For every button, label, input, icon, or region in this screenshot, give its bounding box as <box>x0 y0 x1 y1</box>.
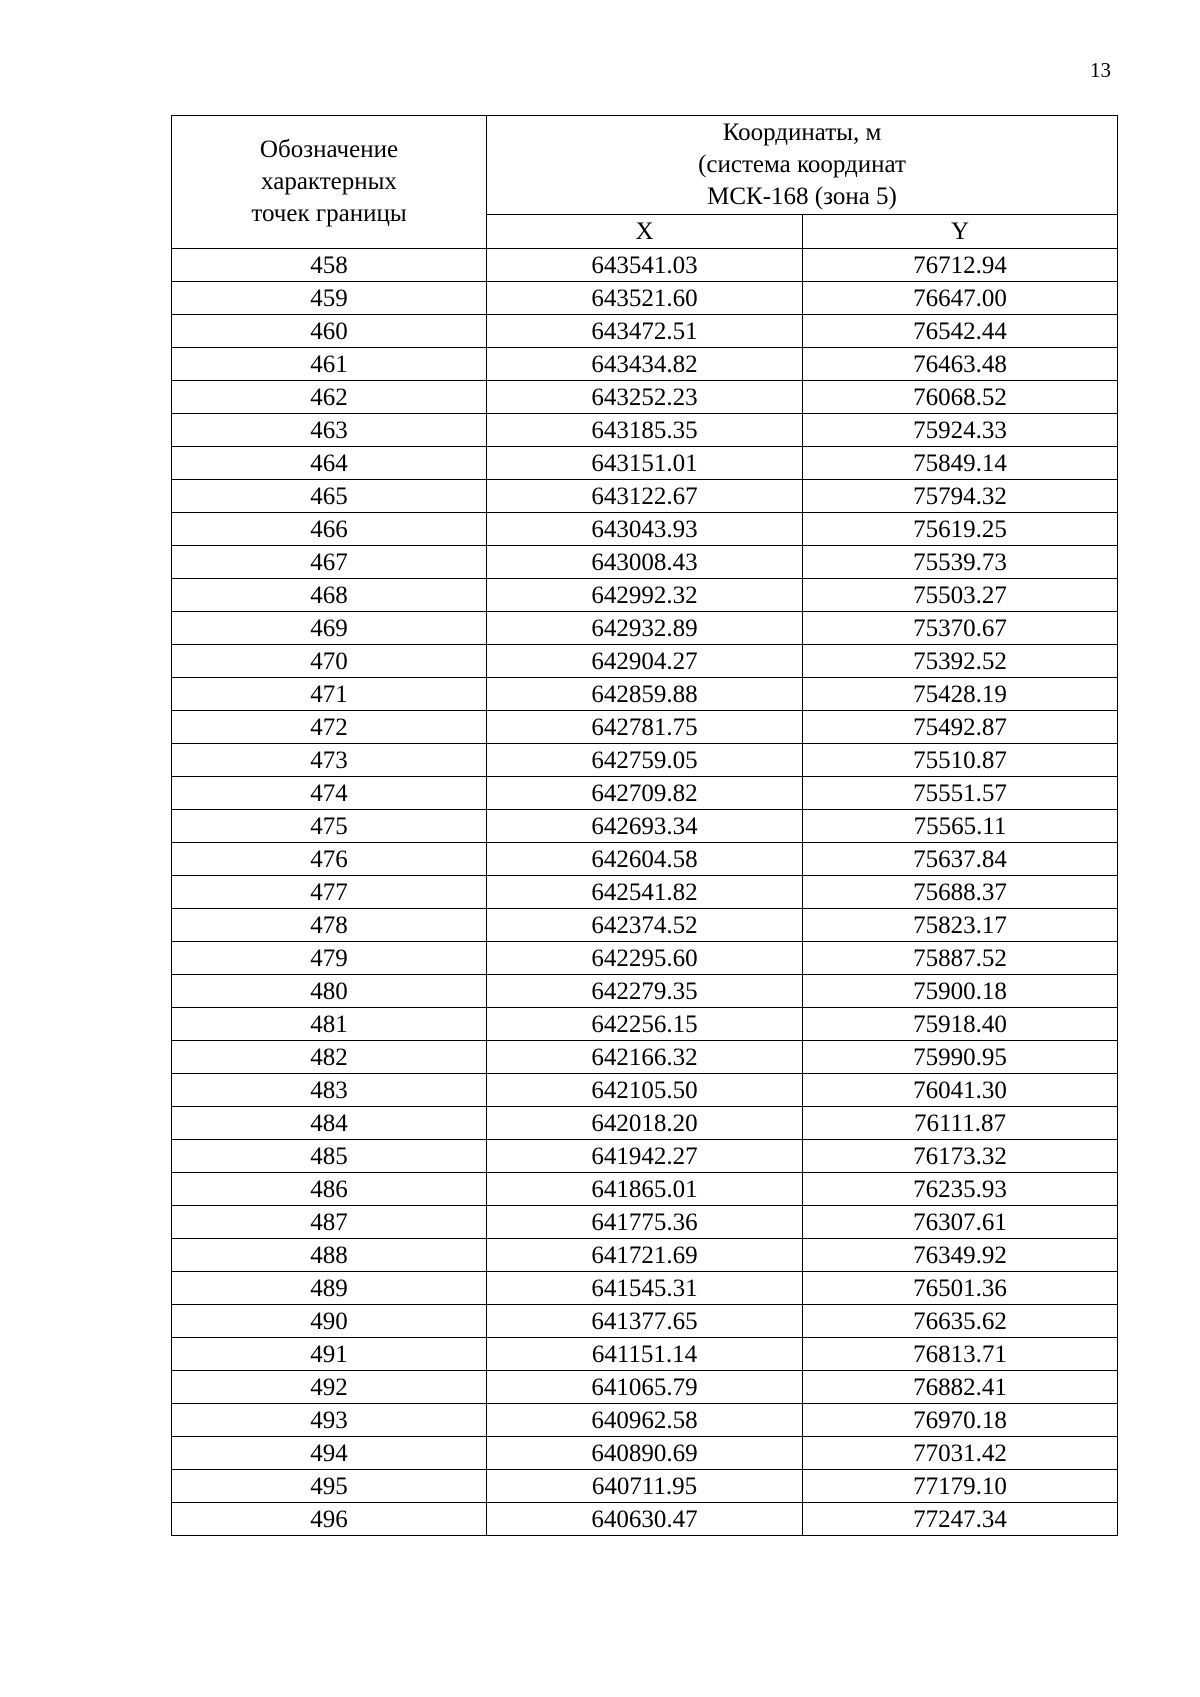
table-row <box>172 942 1118 975</box>
y-coordinate-cell: 75510.87 <box>803 744 1118 777</box>
y-coordinate-cell: 75539.73 <box>803 546 1118 579</box>
point-number-cell: 479 <box>172 942 487 975</box>
table-row <box>172 678 1118 711</box>
header-point-designation <box>172 116 487 249</box>
point-number-cell: 486 <box>172 1173 487 1206</box>
table-row <box>172 381 1118 414</box>
point-number-cell: 467 <box>172 546 487 579</box>
table-row <box>172 315 1118 348</box>
y-coordinate-cell: 75849.14 <box>803 447 1118 480</box>
x-coordinate-cell: 640962.58 <box>487 1404 803 1437</box>
table-row <box>172 876 1118 909</box>
header-coords-line: (система координат <box>698 151 906 178</box>
x-coordinate-cell: 642759.05 <box>487 744 803 777</box>
y-coordinate-cell: 76307.61 <box>803 1206 1118 1239</box>
table-row <box>172 975 1118 1008</box>
header-coords-line: Координаты, м <box>722 119 882 146</box>
point-number-cell: 494 <box>172 1437 487 1470</box>
y-coordinate-cell: 75794.32 <box>803 480 1118 513</box>
y-coordinate-cell: 77179.10 <box>803 1470 1118 1503</box>
x-coordinate-cell: 642992.32 <box>487 579 803 612</box>
x-coordinate-cell: 642018.20 <box>487 1107 803 1140</box>
x-coordinate-cell: 642604.58 <box>487 843 803 876</box>
y-coordinate-cell: 75990.95 <box>803 1041 1118 1074</box>
header-coordinates <box>487 116 1118 215</box>
y-coordinate-cell: 75619.25 <box>803 513 1118 546</box>
x-coordinate-cell: 640890.69 <box>487 1437 803 1470</box>
point-number-cell: 485 <box>172 1140 487 1173</box>
x-coordinate-cell: 642295.60 <box>487 942 803 975</box>
table-row <box>172 1272 1118 1305</box>
point-number-cell: 459 <box>172 282 487 315</box>
header-designation-line: Обозначение <box>259 136 399 163</box>
point-number-cell: 458 <box>172 249 487 282</box>
x-coordinate-cell: 640630.47 <box>487 1503 803 1536</box>
table-row <box>172 1437 1118 1470</box>
point-number-cell: 495 <box>172 1470 487 1503</box>
y-coordinate-cell: 76970.18 <box>803 1404 1118 1437</box>
table-row <box>172 1173 1118 1206</box>
point-number-cell: 470 <box>172 645 487 678</box>
y-coordinate-cell: 76647.00 <box>803 282 1118 315</box>
table-row <box>172 513 1118 546</box>
x-coordinate-cell: 642374.52 <box>487 909 803 942</box>
table-row <box>172 645 1118 678</box>
table-row <box>172 711 1118 744</box>
point-number-cell: 487 <box>172 1206 487 1239</box>
table-row <box>172 282 1118 315</box>
y-coordinate-cell: 75900.18 <box>803 975 1118 1008</box>
point-number-cell: 473 <box>172 744 487 777</box>
table-row <box>172 414 1118 447</box>
x-coordinate-cell: 642781.75 <box>487 711 803 744</box>
y-coordinate-cell: 76041.30 <box>803 1074 1118 1107</box>
table-row <box>172 348 1118 381</box>
point-number-cell: 472 <box>172 711 487 744</box>
x-coordinate-cell: 642105.50 <box>487 1074 803 1107</box>
point-number-cell: 482 <box>172 1041 487 1074</box>
point-number-cell: 471 <box>172 678 487 711</box>
point-number-cell: 469 <box>172 612 487 645</box>
point-number-cell: 484 <box>172 1107 487 1140</box>
header-x: X <box>487 215 803 249</box>
table-row <box>172 843 1118 876</box>
y-coordinate-cell: 76235.93 <box>803 1173 1118 1206</box>
x-coordinate-cell: 643252.23 <box>487 381 803 414</box>
x-coordinate-cell: 643541.03 <box>487 249 803 282</box>
point-number-cell: 475 <box>172 810 487 843</box>
point-number-cell: 492 <box>172 1371 487 1404</box>
x-coordinate-cell: 642904.27 <box>487 645 803 678</box>
y-coordinate-cell: 76111.87 <box>803 1107 1118 1140</box>
x-coordinate-cell: 641721.69 <box>487 1239 803 1272</box>
table-row <box>172 1206 1118 1239</box>
y-coordinate-cell: 75887.52 <box>803 942 1118 975</box>
x-coordinate-cell: 642541.82 <box>487 876 803 909</box>
table-row <box>172 1371 1118 1404</box>
point-number-cell: 476 <box>172 843 487 876</box>
y-coordinate-cell: 77247.34 <box>803 1503 1118 1536</box>
point-number-cell: 496 <box>172 1503 487 1536</box>
point-number-cell: 491 <box>172 1338 487 1371</box>
x-coordinate-cell: 641775.36 <box>487 1206 803 1239</box>
y-coordinate-cell: 75565.11 <box>803 810 1118 843</box>
coordinates-table <box>171 115 1118 1536</box>
point-number-cell: 462 <box>172 381 487 414</box>
table-row <box>172 1074 1118 1107</box>
point-number-cell: 466 <box>172 513 487 546</box>
header-designation-line: точек границы <box>251 200 407 227</box>
table-row <box>172 909 1118 942</box>
point-number-cell: 481 <box>172 1008 487 1041</box>
point-number-cell: 461 <box>172 348 487 381</box>
x-coordinate-cell: 642256.15 <box>487 1008 803 1041</box>
table-row <box>172 579 1118 612</box>
point-number-cell: 493 <box>172 1404 487 1437</box>
point-number-cell: 480 <box>172 975 487 1008</box>
table-row <box>172 777 1118 810</box>
y-coordinate-cell: 75637.84 <box>803 843 1118 876</box>
y-coordinate-cell: 77031.42 <box>803 1437 1118 1470</box>
x-coordinate-cell: 643521.60 <box>487 282 803 315</box>
table-row <box>172 1338 1118 1371</box>
point-number-cell: 468 <box>172 579 487 612</box>
table-row <box>172 1305 1118 1338</box>
x-coordinate-cell: 642693.34 <box>487 810 803 843</box>
table-row <box>172 1239 1118 1272</box>
point-number-cell: 478 <box>172 909 487 942</box>
page-number: 13 <box>1090 58 1111 82</box>
x-coordinate-cell: 641942.27 <box>487 1140 803 1173</box>
y-coordinate-cell: 75551.57 <box>803 777 1118 810</box>
x-coordinate-cell: 640711.95 <box>487 1470 803 1503</box>
x-coordinate-cell: 641151.14 <box>487 1338 803 1371</box>
table-row <box>172 744 1118 777</box>
y-coordinate-cell: 76635.62 <box>803 1305 1118 1338</box>
header-designation-line: характерных <box>261 168 397 195</box>
x-coordinate-cell: 643122.67 <box>487 480 803 513</box>
y-coordinate-cell: 75370.67 <box>803 612 1118 645</box>
x-coordinate-cell: 641377.65 <box>487 1305 803 1338</box>
y-coordinate-cell: 76501.36 <box>803 1272 1118 1305</box>
table-row <box>172 480 1118 513</box>
y-coordinate-cell: 75688.37 <box>803 876 1118 909</box>
table-row <box>172 1041 1118 1074</box>
table-row <box>172 447 1118 480</box>
x-coordinate-cell: 642859.88 <box>487 678 803 711</box>
y-coordinate-cell: 76349.92 <box>803 1239 1118 1272</box>
point-number-cell: 463 <box>172 414 487 447</box>
x-coordinate-cell: 642932.89 <box>487 612 803 645</box>
header-coords-line: МСК-168 (зона 5) <box>707 183 897 210</box>
y-coordinate-cell: 76542.44 <box>803 315 1118 348</box>
y-coordinate-cell: 75392.52 <box>803 645 1118 678</box>
x-coordinate-cell: 643008.43 <box>487 546 803 579</box>
y-coordinate-cell: 76173.32 <box>803 1140 1118 1173</box>
point-number-cell: 490 <box>172 1305 487 1338</box>
table-body <box>172 249 1118 1536</box>
y-coordinate-cell: 75823.17 <box>803 909 1118 942</box>
y-coordinate-cell: 75503.27 <box>803 579 1118 612</box>
y-coordinate-cell: 76882.41 <box>803 1371 1118 1404</box>
x-coordinate-cell: 642709.82 <box>487 777 803 810</box>
y-coordinate-cell: 75924.33 <box>803 414 1118 447</box>
x-coordinate-cell: 642279.35 <box>487 975 803 1008</box>
y-coordinate-cell: 75492.87 <box>803 711 1118 744</box>
y-coordinate-cell: 76813.71 <box>803 1338 1118 1371</box>
table-row <box>172 249 1118 282</box>
table-row <box>172 1008 1118 1041</box>
table-row <box>172 612 1118 645</box>
table-row <box>172 546 1118 579</box>
y-coordinate-cell: 76463.48 <box>803 348 1118 381</box>
x-coordinate-cell: 643434.82 <box>487 348 803 381</box>
point-number-cell: 489 <box>172 1272 487 1305</box>
point-number-cell: 464 <box>172 447 487 480</box>
y-coordinate-cell: 75918.40 <box>803 1008 1118 1041</box>
x-coordinate-cell: 643043.93 <box>487 513 803 546</box>
x-coordinate-cell: 643185.35 <box>487 414 803 447</box>
table-header <box>172 116 1118 249</box>
point-number-cell: 460 <box>172 315 487 348</box>
x-coordinate-cell: 641545.31 <box>487 1272 803 1305</box>
point-number-cell: 465 <box>172 480 487 513</box>
point-number-cell: 474 <box>172 777 487 810</box>
table-row <box>172 1470 1118 1503</box>
y-coordinate-cell: 75428.19 <box>803 678 1118 711</box>
point-number-cell: 488 <box>172 1239 487 1272</box>
point-number-cell: 477 <box>172 876 487 909</box>
header-y: Y <box>803 215 1118 249</box>
y-coordinate-cell: 76068.52 <box>803 381 1118 414</box>
y-coordinate-cell: 76712.94 <box>803 249 1118 282</box>
table-row <box>172 1140 1118 1173</box>
x-coordinate-cell: 643472.51 <box>487 315 803 348</box>
x-coordinate-cell: 642166.32 <box>487 1041 803 1074</box>
table-row <box>172 1503 1118 1536</box>
x-coordinate-cell: 641065.79 <box>487 1371 803 1404</box>
x-coordinate-cell: 643151.01 <box>487 447 803 480</box>
point-number-cell: 483 <box>172 1074 487 1107</box>
x-coordinate-cell: 641865.01 <box>487 1173 803 1206</box>
table-row <box>172 1107 1118 1140</box>
table-row <box>172 1404 1118 1437</box>
table-row <box>172 810 1118 843</box>
